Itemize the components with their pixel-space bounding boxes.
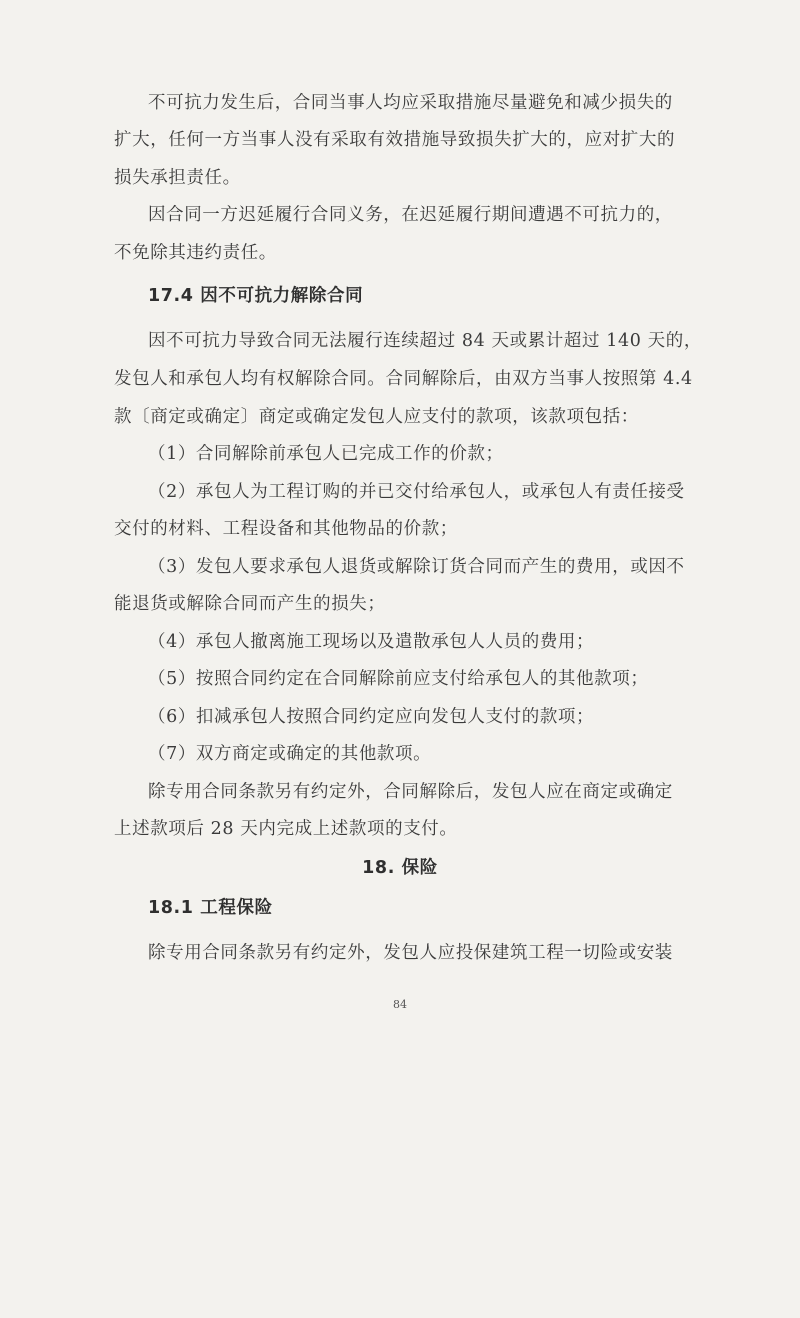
paragraph-line: 损失承担责任。	[114, 168, 241, 188]
paragraph-line: 不可抗力发生后，合同当事人均应采取措施尽量避免和减少损失的	[148, 93, 673, 113]
section-heading: 17.4 因不可抗力解除合同	[148, 286, 364, 306]
list-item: （1）合同解除前承包人已完成工作的价款；	[148, 444, 504, 464]
list-item: （6）扣减承包人按照合同约定应向发包人支付的款项；	[148, 707, 595, 727]
paragraph-line: 能退货或解除合同而产生的损失；	[114, 594, 386, 614]
paragraph-line: 除专用合同条款另有约定外，发包人应投保建筑工程一切险或安装	[148, 943, 673, 963]
paragraph-line: 发包人和承包人均有权解除合同。合同解除后，由双方当事人按照第 4.4	[114, 369, 693, 389]
paragraph-line: 不免除其违约责任。	[114, 243, 277, 263]
paragraph-line: 除专用合同条款另有约定外，合同解除后，发包人应在商定或确定	[148, 782, 673, 802]
subsection-heading: 18.1 工程保险	[148, 898, 273, 918]
list-item: （2）承包人为工程订购的并已交付给承包人，或承包人有责任接受	[148, 482, 685, 502]
page-number: 84	[393, 998, 407, 1011]
paragraph-line: 款〔商定或确定〕商定或确定发包人应支付的款项，该款项包括：	[114, 407, 639, 427]
section-heading: 18. 保险	[362, 858, 438, 878]
list-item: （4）承包人撤离施工现场以及遣散承包人人员的费用；	[148, 632, 595, 652]
paragraph-line: 交付的材料、工程设备和其他物品的价款；	[114, 519, 458, 539]
paragraph-line: 扩大，任何一方当事人没有采取有效措施导致损失扩大的，应对扩大的	[114, 130, 676, 150]
paragraph-line: 因不可抗力导致合同无法履行连续超过 84 天或累计超过 140 天的，	[148, 331, 702, 351]
paragraph-line: 上述款项后 28 天内完成上述款项的支付。	[114, 819, 458, 839]
paragraph-line: 因合同一方迟延履行合同义务，在迟延履行期间遭遇不可抗力的，	[148, 205, 673, 225]
list-item: （5）按照合同约定在合同解除前应支付给承包人的其他款项；	[148, 669, 649, 689]
list-item: （7）双方商定或确定的其他款项。	[148, 744, 432, 764]
list-item: （3）发包人要求承包人退货或解除订货合同而产生的费用，或因不	[148, 557, 685, 577]
